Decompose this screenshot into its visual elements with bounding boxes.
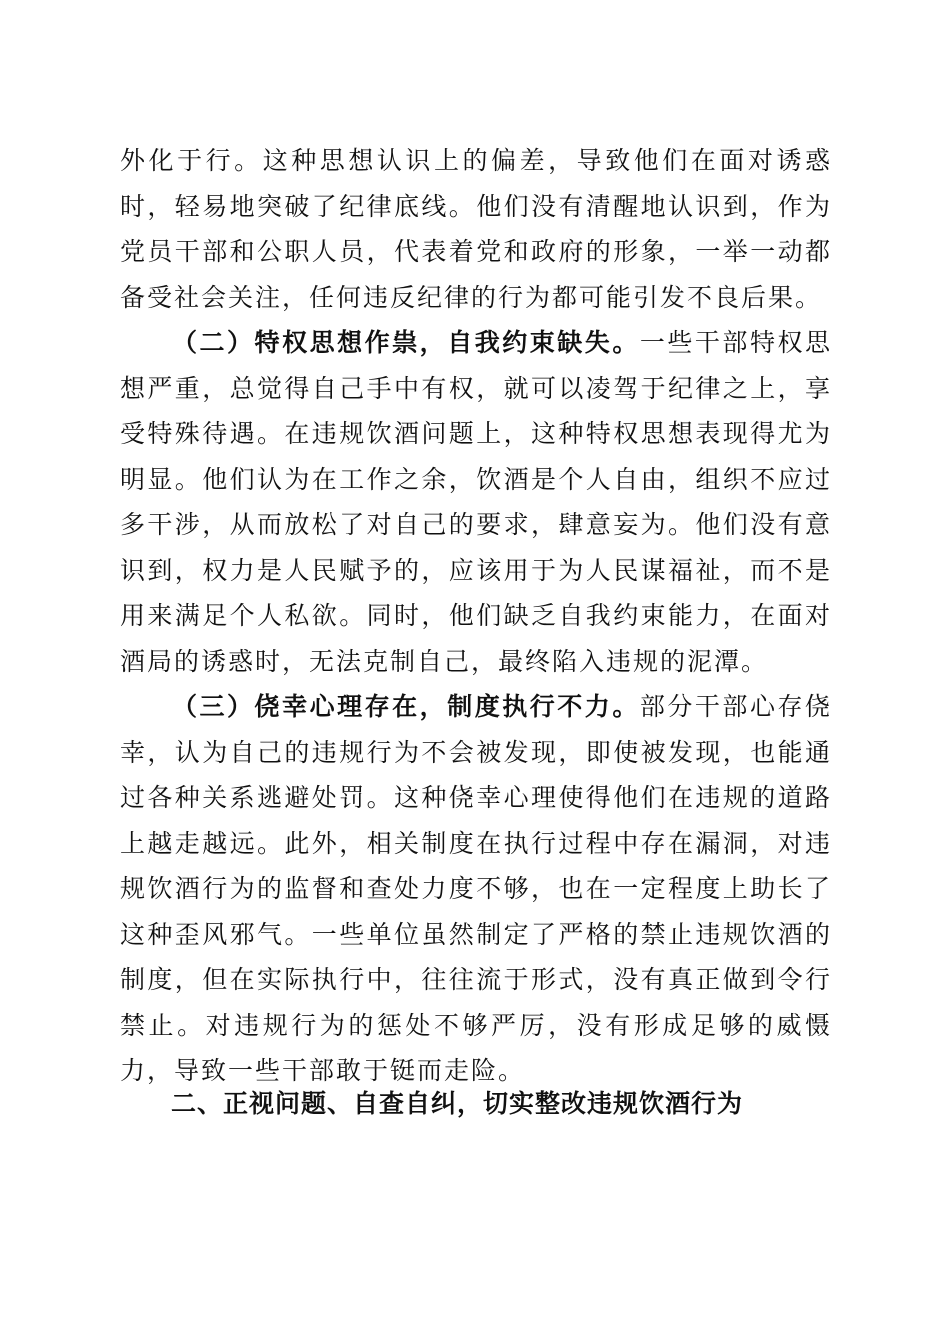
paragraph-privilege [120,320,832,684]
paragraph-text: 部分干部心存侥幸，认为自己的违规行为不会被发现，即使被发现，也能通过各种关系逃避处罚。这种侥幸心理使得他们在违规的道路上越走越远。此外，相关制度在执行过程中存在漏洞，对违规饮酒行为的监督和查处力度不够，也在一定程度上助长了这种歪风邪气。一些单位虽然制定了严格的禁止违规饮酒的制度，但在实际执行中，往往流于形式，没有真正做到令行禁止。对违规行为的惩处不够严厉，没有形成足够的威慑力，导致一些干部敢于铤而走险。 [120,692,832,1085]
subsection-heading-3: （三）侥幸心理存在，制度执行不力。 [172,692,640,721]
paragraph-text: 外化于行。这种思想认识上的偏差，导致他们在面对诱惑时，轻易地突破了纪律底线。他们没有清醒地认识到，作为党员干部和公职人员，代表着党和政府的形象，一举一动都备受社会关注，任何违反纪律的行为都可能引发不良后果。 [120,146,832,312]
document-body [120,138,832,1094]
subsection-heading-2: （二）特权思想作祟，自我约束缺失。 [172,328,640,357]
section-heading: 二、正视问题、自查自纠，切实整改违规饮酒行为 [171,1089,744,1118]
paragraph-text: 一些干部特权思想严重，总觉得自己手中有权，就可以凌驾于纪律之上，享受特殊待遇。在违规饮酒问题上，这种特权思想表现得尤为明显。他们认为在工作之余，饮酒是个人自由，组织不应过多干涉，从而放松了对自己的要求，肆意妄为。他们没有意识到，权力是人民赋予的，应该用于为人民谋福祉，而不是用来满足个人私欲。同时，他们缺乏自我约束能力，在面对酒局的诱惑时，无法克制自己，最终陷入违规的泥潭。 [120,328,832,676]
paragraph-luck [120,684,832,1094]
paragraph-continuation [120,138,832,320]
